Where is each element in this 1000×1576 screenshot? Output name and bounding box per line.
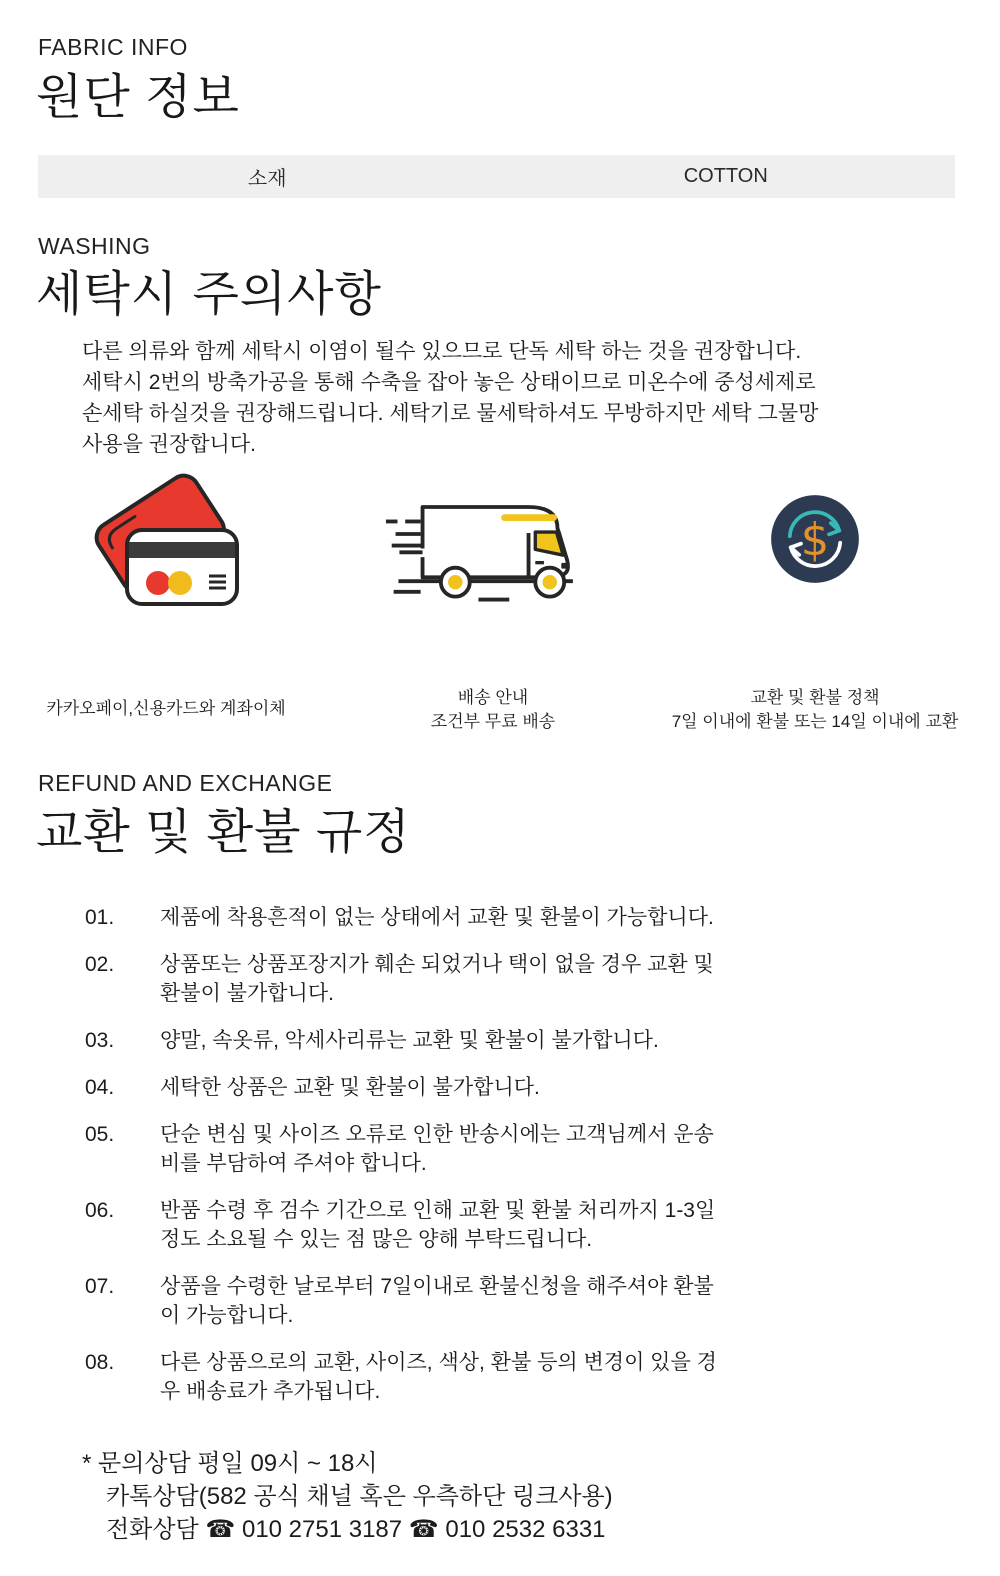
list-item-text: 세탁한 상품은 교환 및 환불이 불가합니다. bbox=[160, 1076, 540, 1099]
list-item-text: 다른 상품으로의 교환, 사이즈, 색상, 환불 등의 변경이 있을 경우 배송료가 추가됩니다. bbox=[160, 1351, 717, 1403]
payment-caption-line: 카카오페이,신용카드와 계좌이체 bbox=[46, 699, 286, 718]
washing-line: 사용을 권장합니다. bbox=[82, 433, 256, 456]
list-item-number: 06. bbox=[85, 1199, 115, 1222]
list-item-text: 상품을 수령한 날로부터 7일이내로 환불신청을 해주셔야 환불 이 가능합니다. bbox=[160, 1275, 714, 1327]
contact-info bbox=[82, 1447, 613, 1546]
svg-text:$: $ bbox=[800, 512, 830, 566]
refund-eyebrow: REFUND AND EXCHANGE bbox=[38, 770, 333, 796]
material-label: 소재 bbox=[247, 168, 287, 190]
list-item bbox=[85, 1196, 745, 1254]
shipping-caption-line: 조건부 무료 배송 bbox=[430, 712, 556, 731]
refund-policy-list bbox=[85, 903, 745, 1424]
list-item-number: 08. bbox=[85, 1351, 115, 1374]
shipping-caption-line: 배송 안내 bbox=[457, 688, 529, 707]
list-item-number: 04. bbox=[85, 1076, 115, 1099]
contact-phone: 전화상담 ☎ 010 2751 3187 ☎ 010 2532 6331 bbox=[106, 1516, 606, 1543]
list-item bbox=[85, 1120, 745, 1178]
washing-line: 손세탁 하실것을 권장해드립니다. 세탁기로 물세탁하셔도 무방하지만 세탁 그물망 bbox=[82, 402, 819, 425]
credit-card-icon bbox=[85, 472, 245, 622]
delivery-truck-icon bbox=[384, 478, 596, 621]
shipping-caption bbox=[431, 686, 555, 734]
contact-kakao: 카톡상담(582 공식 채널 혹은 우측하단 링크사용) bbox=[106, 1483, 613, 1510]
list-item bbox=[85, 1073, 745, 1102]
washing-instructions bbox=[82, 336, 822, 460]
list-item-text: 양말, 속옷류, 악세사리류는 교환 및 환불이 불가합니다. bbox=[160, 1029, 659, 1052]
list-item-number: 03. bbox=[85, 1029, 115, 1052]
refund-exchange-icon bbox=[759, 483, 871, 600]
refund-caption-line: 교환 및 환불 정책 bbox=[750, 688, 880, 707]
payment-caption bbox=[46, 697, 285, 721]
refund-title: 교환 및 환불 규정 bbox=[36, 806, 411, 859]
refund-caption-line: 7일 이내에 환불 또는 14일 이내에 교환 bbox=[671, 712, 959, 731]
material-table-row bbox=[38, 155, 955, 198]
list-item bbox=[85, 1348, 745, 1406]
washing-line: 세탁시 2번의 방축가공을 통해 수축을 잡아 놓은 상태이므로 미온수에 중성세제로 bbox=[82, 371, 816, 394]
list-item-number: 05. bbox=[85, 1123, 115, 1146]
list-item-text: 제품에 착용흔적이 없는 상태에서 교환 및 환불이 가능합니다. bbox=[160, 906, 714, 929]
washing-line: 다른 의류와 함께 세탁시 이염이 될수 있으므로 단독 세탁 하는 것을 권장합니다. bbox=[82, 340, 802, 363]
fabric-info-eyebrow: FABRIC INFO bbox=[38, 34, 188, 60]
list-item-text: 상품또는 상품포장지가 훼손 되었거나 택이 없을 경우 교환 및 환불이 불가합니다. bbox=[160, 953, 714, 1005]
washing-title: 세탁시 주의사항 bbox=[36, 268, 382, 321]
material-value: COTTON bbox=[683, 165, 768, 187]
list-item bbox=[85, 1272, 745, 1330]
list-item bbox=[85, 903, 745, 932]
list-item-text: 단순 변심 및 사이즈 오류로 인한 반송시에는 고객님께서 운송 비를 부담하여 주셔야 합니다. bbox=[160, 1123, 714, 1175]
list-item-text: 반품 수령 후 검수 기간으로 인해 교환 및 환불 처리까지 1-3일 정도 소요될 수 있는 점 많은 양해 부탁드립니다. bbox=[160, 1199, 716, 1251]
list-item-number: 07. bbox=[85, 1275, 115, 1298]
washing-eyebrow: WASHING bbox=[38, 233, 151, 259]
list-item-number: 02. bbox=[85, 953, 115, 976]
list-item-number: 01. bbox=[85, 906, 115, 929]
fabric-info-title: 원단 정보 bbox=[36, 71, 240, 124]
refund-caption bbox=[672, 686, 959, 734]
list-item bbox=[85, 1026, 745, 1055]
list-item bbox=[85, 950, 745, 1008]
contact-hours: * 문의상담 평일 09시 ~ 18시 bbox=[82, 1450, 378, 1477]
